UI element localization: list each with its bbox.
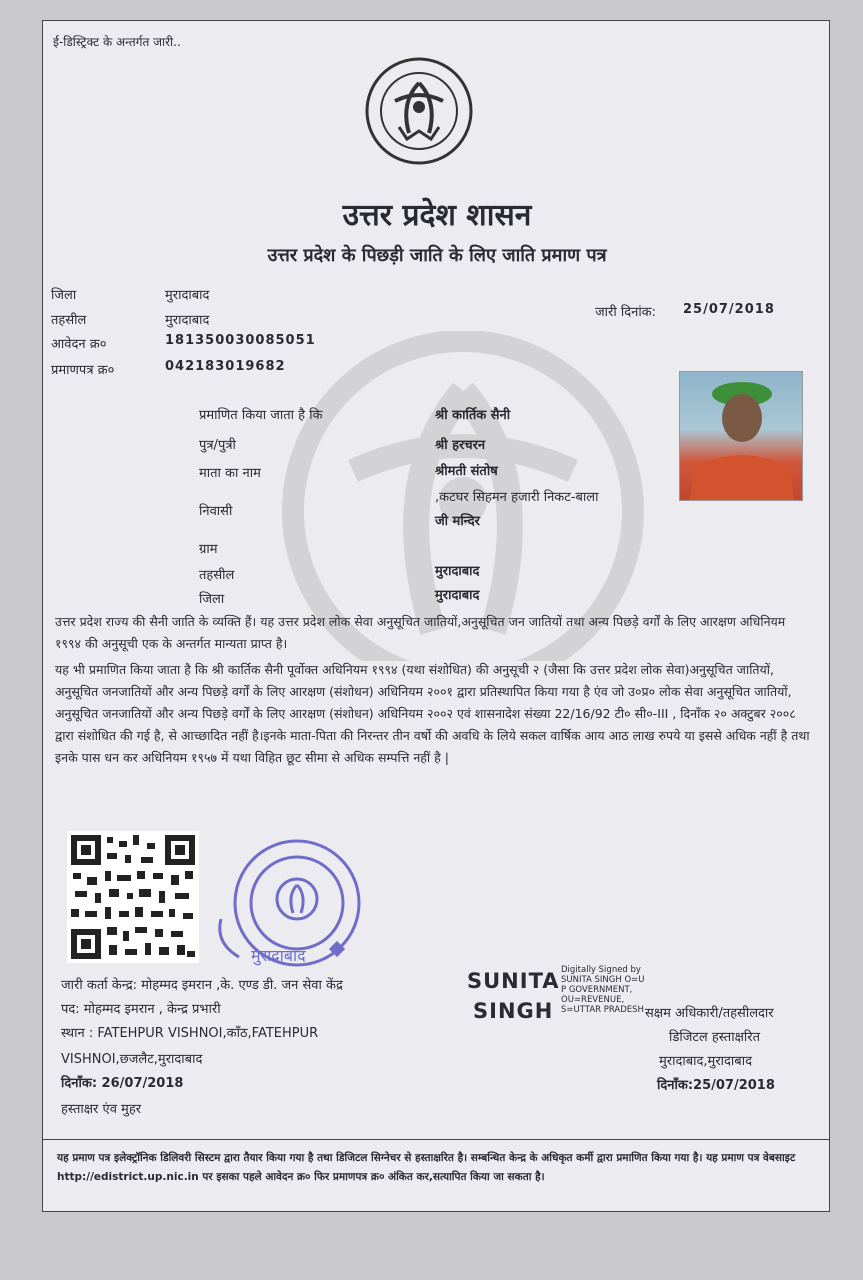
body-paragraph-1: उत्तर प्रदेश राज्य की सैनी जाति के व्यक्ति हैं। यह उत्तर प्रदेश लोक सेवा अनुसूचित जातियों,अनुसूचित जन जातियों तथा अन्य पिछड़े वर्गों के लिए आरक्षण अधिनियम १९९४ की अनुसूची एक के अन्तर्गत मान्यता प्राप्त है। xyxy=(55,614,786,651)
official-stamp xyxy=(211,833,371,983)
signer-name-last: SINGH xyxy=(473,999,554,1023)
district-value: मुरादाबाद xyxy=(165,288,210,303)
up-government-emblem xyxy=(359,55,479,167)
application-number: 18135003008505​1 xyxy=(165,333,316,348)
footer-divider xyxy=(43,1139,829,1140)
certificate-document xyxy=(42,20,830,1212)
digital-signature-info: Digitally Signed by SUNITA SINGH O=U P GOVERNMENT, OU=REVENUE, S=UTTAR PRADESH xyxy=(561,965,645,1015)
body-paragraph-2: यह भी प्रमाणित किया जाता है कि श्री कार्तिक सैनी पूर्वोक्त अधिनियम १९९४ (यथा संशोधित) की अनुसूची २ (जैसा कि उत्तर प्रदेश लोक सेवा)अनुसूचित जातियों, अनुसूचित जनजातियों और अन्य पिछड़े वर्गों के लिए आरक्षण (संशोधन) अधिनियम २००१ द्वारा प्रतिस्थापित किया गया है एंव जो उ०प्र० लोक सेवा अनुसूचित जातियों, अनुसूचित जनजातियों और अन्य पिछड़े वर्गों के लिए आरक्षण (संशोधन) अधिनियम २००२ एवं शासनादेश संख्या 22/16/92 टी० सी०-III , दिनाँक २० अक्टुबर २००८ द्वारा संशोधित की गई है, से आच्छादित नहीं है।इनके माता-पिता की निरन्तर तीन वर्षो की अवधि के लिये सकल वार्षिक आय आठ लाख रुपये या इससे अधिक नहीं है तथा इनके पास धन कर अधिनियम १९५७ में यथा विहित छूट सीमा से अधिक सम्पत्ति नहीं है | xyxy=(55,662,810,765)
detail-value-address-1: ,कटघर सिहमन हजारी निकट-बाला xyxy=(435,490,599,505)
detail-value-address-2: जी मन्दिर xyxy=(435,514,480,529)
certificate-label: प्रमाणपत्र क्र० xyxy=(51,363,115,378)
signing-date: दिनाँक:25/07/2018 xyxy=(657,1078,775,1093)
detail-value-mother: श्रीमती संतोष xyxy=(435,464,498,479)
detail-label-village: ग्राम xyxy=(199,542,218,557)
tehsil-label: तहसील xyxy=(51,313,87,328)
detail-value-father: श्री हरचरन xyxy=(435,438,486,453)
certificate-subtitle: उत्तर प्रदेश के पिछड़ी जाति के लिए जाति प्रमाण पत्र xyxy=(267,245,607,266)
detail-label-tehsil: तहसील xyxy=(199,568,235,583)
issuer-place-line2: VISHNOI,छजलैट,मुरादाबाद xyxy=(61,1052,203,1067)
detail-label-district: जिला xyxy=(199,592,225,607)
issuing-centre: जारी कर्ता केन्द्र: मोहम्मद इमरान ,के. एण्ड डी. जन सेवा केंद्र xyxy=(61,978,343,993)
district-label: जिला xyxy=(51,288,77,303)
page-title: उत्तर प्रदेश शासन xyxy=(342,198,532,233)
detail-value-name: श्री कार्तिक सैनी xyxy=(435,408,511,423)
footer-note: यह प्रमाण पत्र इलेक्ट्रॉनिक डिलिवरी सिस्टम द्वारा तैयार किया गया है तथा डिजिटल सिग्नेचर से हस्ताक्षरित है। सम्बन्धित केन्द्र के अधिकृत कर्मी द्वारा प्रमाणित किया गया है। यह प्रमाण पत्र वेबसाइट http://edistrict.up.nic.in पर इसका पहले आवेदन क्र० फिर प्रमाणपत्र क्र० अंकित कर,सत्यापित किया जा सकता है। xyxy=(57,1152,796,1183)
detail-label-son-daughter: पुत्र/पुत्री xyxy=(199,438,236,453)
qr-code xyxy=(67,831,199,963)
issuer-place-line1: स्थान : FATEHPUR VISHNOI,काँठ,FATEHPUR xyxy=(61,1026,319,1041)
issue-date: 25/07/2018 xyxy=(683,302,775,317)
issuer-date: दिनाँक: 26/07/2018 xyxy=(61,1076,184,1091)
application-label: आवेदन क्र० xyxy=(51,337,107,352)
signer-name-first: SUNITA xyxy=(467,969,560,993)
issuer-post: पद: मोहम्मद इमरान , केन्द्र प्रभारी xyxy=(61,1002,221,1017)
detail-label-resident: निवासी xyxy=(199,504,233,519)
applicant-portrait-icon xyxy=(680,372,802,500)
certificate-number: 042183019682 xyxy=(165,359,286,374)
detail-label-certified: प्रमाणित किया जाता है कि xyxy=(199,408,323,423)
digitally-signed-label: डिजिटल हस्ताक्षरित xyxy=(669,1030,760,1045)
tehsil-value: मुरादाबाद xyxy=(165,313,210,328)
detail-label-mother: माता का नाम xyxy=(199,466,261,481)
signing-place: मुरादाबाद,मुरादाबाद xyxy=(659,1054,752,1069)
signing-officer: सक्षम अधिकारी/तहसीलदार xyxy=(645,1006,774,1021)
stamp-text: मुरादाबाद xyxy=(251,946,306,965)
issuer-sign-label: हस्ताक्षर एंव मुहर xyxy=(61,1102,142,1117)
detail-value-district: मुरादाबाद xyxy=(435,588,480,603)
detail-value-tehsil: मुरादाबाद xyxy=(435,564,480,579)
issue-date-label: जारी दिनांक: xyxy=(595,305,657,320)
applicant-photo xyxy=(679,371,803,501)
top-note: ई-डिस्ट्रिक्ट के अन्तर्गत जारी.. xyxy=(53,35,181,49)
